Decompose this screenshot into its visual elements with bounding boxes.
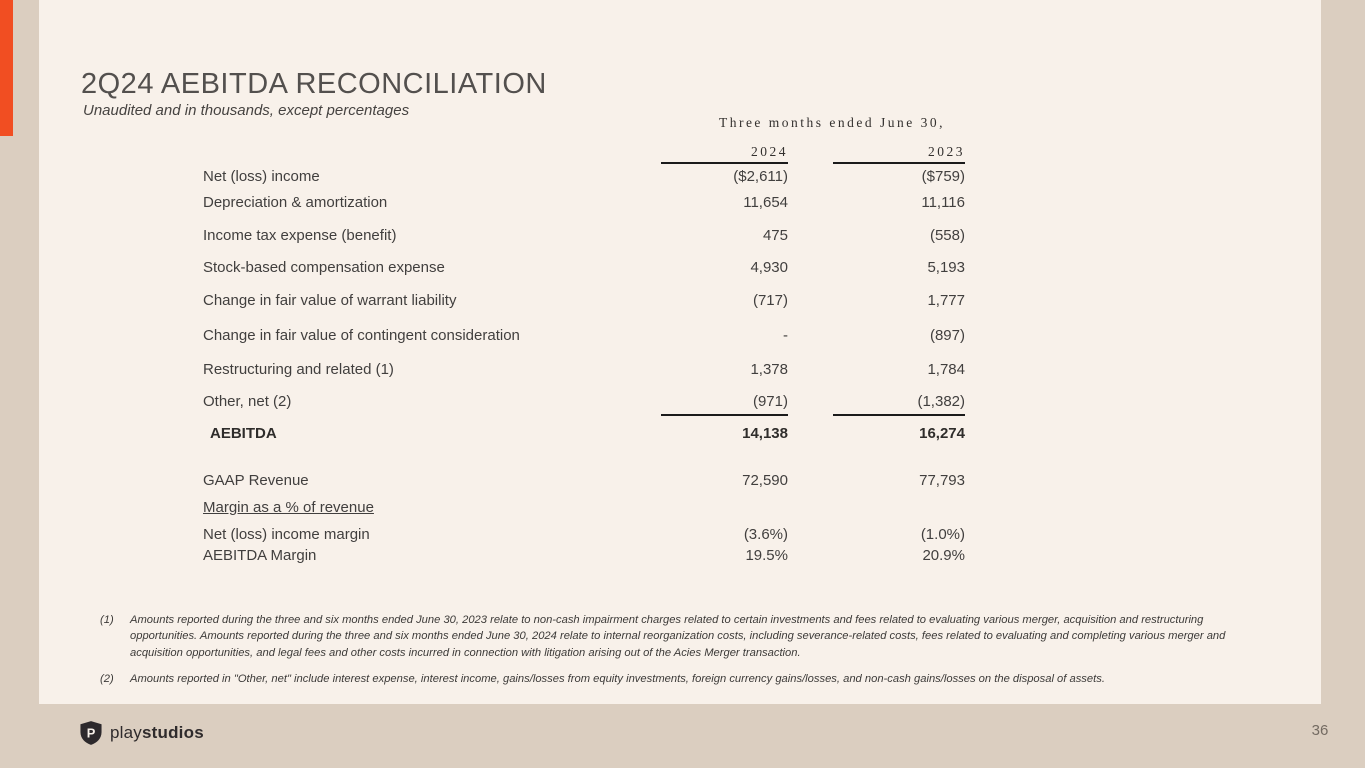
value-2023: (558) — [929, 227, 965, 244]
logo-text-play: play — [110, 723, 142, 742]
playstudios-logo — [80, 719, 204, 747]
header-rule-2023 — [833, 162, 965, 164]
table-row — [0, 326, 1000, 346]
row-label: AEBITDA Margin — [203, 547, 317, 564]
value-2023: (1,382) — [917, 393, 965, 410]
value-2024: 1,378 — [750, 361, 788, 378]
logo-text-studios: studios — [142, 723, 204, 742]
footnote-number: (2) — [100, 673, 114, 685]
table-row — [0, 546, 1000, 566]
value-2023: (1.0%) — [920, 526, 965, 543]
page-title: 2Q24 AEBITDA RECONCILIATION — [81, 68, 547, 100]
table-row — [0, 258, 1000, 278]
page-number: 36 — [1311, 722, 1329, 739]
footnote-number: (1) — [100, 614, 114, 626]
value-2023: 20.9% — [922, 547, 965, 564]
row-label: Depreciation & amortization — [203, 194, 388, 211]
value-2024: (3.6%) — [743, 526, 788, 543]
logo-wordmark — [110, 723, 204, 743]
row-label: Change in fair value of contingent consideration — [203, 327, 520, 344]
value-2024: 14,138 — [742, 425, 788, 442]
subtotal-rule-2024 — [661, 414, 788, 416]
footnote-text: Amounts reported in "Other, net" include interest expense, interest income, gains/losses from equity investments, foreign currency gains/losses, and non-cash gains/losses on the disposal of assets. — [130, 673, 1105, 685]
row-label: Other, net (2) — [203, 393, 292, 410]
gaap-revenue-row — [0, 471, 1000, 491]
playstudios-shield-icon — [80, 720, 102, 746]
table-row — [0, 167, 1000, 187]
value-2024: (971) — [752, 393, 788, 410]
value-2024: 72,590 — [742, 472, 788, 489]
value-2023: 77,793 — [919, 472, 965, 489]
row-label: GAAP Revenue — [203, 472, 309, 489]
footnote-text: Amounts reported during the three and six months ended June 30, 2023 relate to non-cash impairment charges related to certain investments and fees related to evaluating various merger, acquisition and restructuring opportunities. Amounts reported during the three and six months ended June 30, 2024 relate to internal reorganization costs, including severance-related costs, fees related to evaluating and completing various merger and acquisition opportunities, and legal fees and other costs incurred in connection with litigation arising out of the Acies Merger transaction. — [130, 614, 1226, 659]
header-rule-2024 — [661, 162, 788, 164]
value-2023: ($759) — [921, 168, 965, 185]
margin-section-row — [0, 498, 1000, 518]
row-label: Net (loss) income margin — [203, 526, 370, 543]
svg-text:P: P — [86, 725, 96, 741]
subtotal-rule-2023 — [833, 414, 965, 416]
value-2023: (897) — [929, 327, 965, 344]
table-row — [0, 226, 1000, 246]
value-2023: 16,274 — [919, 425, 965, 442]
row-label: AEBITDA — [210, 425, 277, 442]
row-label: Restructuring and related (1) — [203, 361, 394, 378]
row-label: Stock-based compensation expense — [203, 259, 445, 276]
value-2024: 19.5% — [745, 547, 788, 564]
page-subtitle: Unaudited and in thousands, except percentages — [83, 102, 410, 119]
period-header: Three months ended June 30, — [718, 115, 946, 130]
row-label: Income tax expense (benefit) — [203, 227, 397, 244]
row-label: Change in fair value of warrant liability — [203, 292, 457, 309]
value-2023: 1,777 — [927, 292, 965, 309]
table-row — [0, 193, 1000, 213]
margin-section-label: Margin as a % of revenue — [203, 499, 374, 516]
value-2024: 475 — [762, 227, 788, 244]
value-2023: 1,784 — [927, 361, 965, 378]
table-row — [0, 392, 1000, 412]
table-row — [0, 360, 1000, 380]
value-2024: ($2,611) — [733, 168, 788, 185]
column-header-2024: 2024 — [751, 144, 788, 159]
value-2024: 4,930 — [750, 259, 788, 276]
table-row — [0, 525, 1000, 545]
row-label: Net (loss) income — [203, 168, 320, 185]
accent-bar — [0, 0, 13, 136]
column-header-2023: 2023 — [928, 144, 965, 159]
value-2023: 11,116 — [921, 194, 965, 211]
value-2024: 11,654 — [743, 194, 788, 211]
value-2024: - — [783, 327, 788, 344]
value-2024: (717) — [752, 292, 788, 309]
table-row — [0, 291, 1000, 311]
value-2023: 5,193 — [927, 259, 965, 276]
aebitda-total-row — [0, 424, 1000, 444]
